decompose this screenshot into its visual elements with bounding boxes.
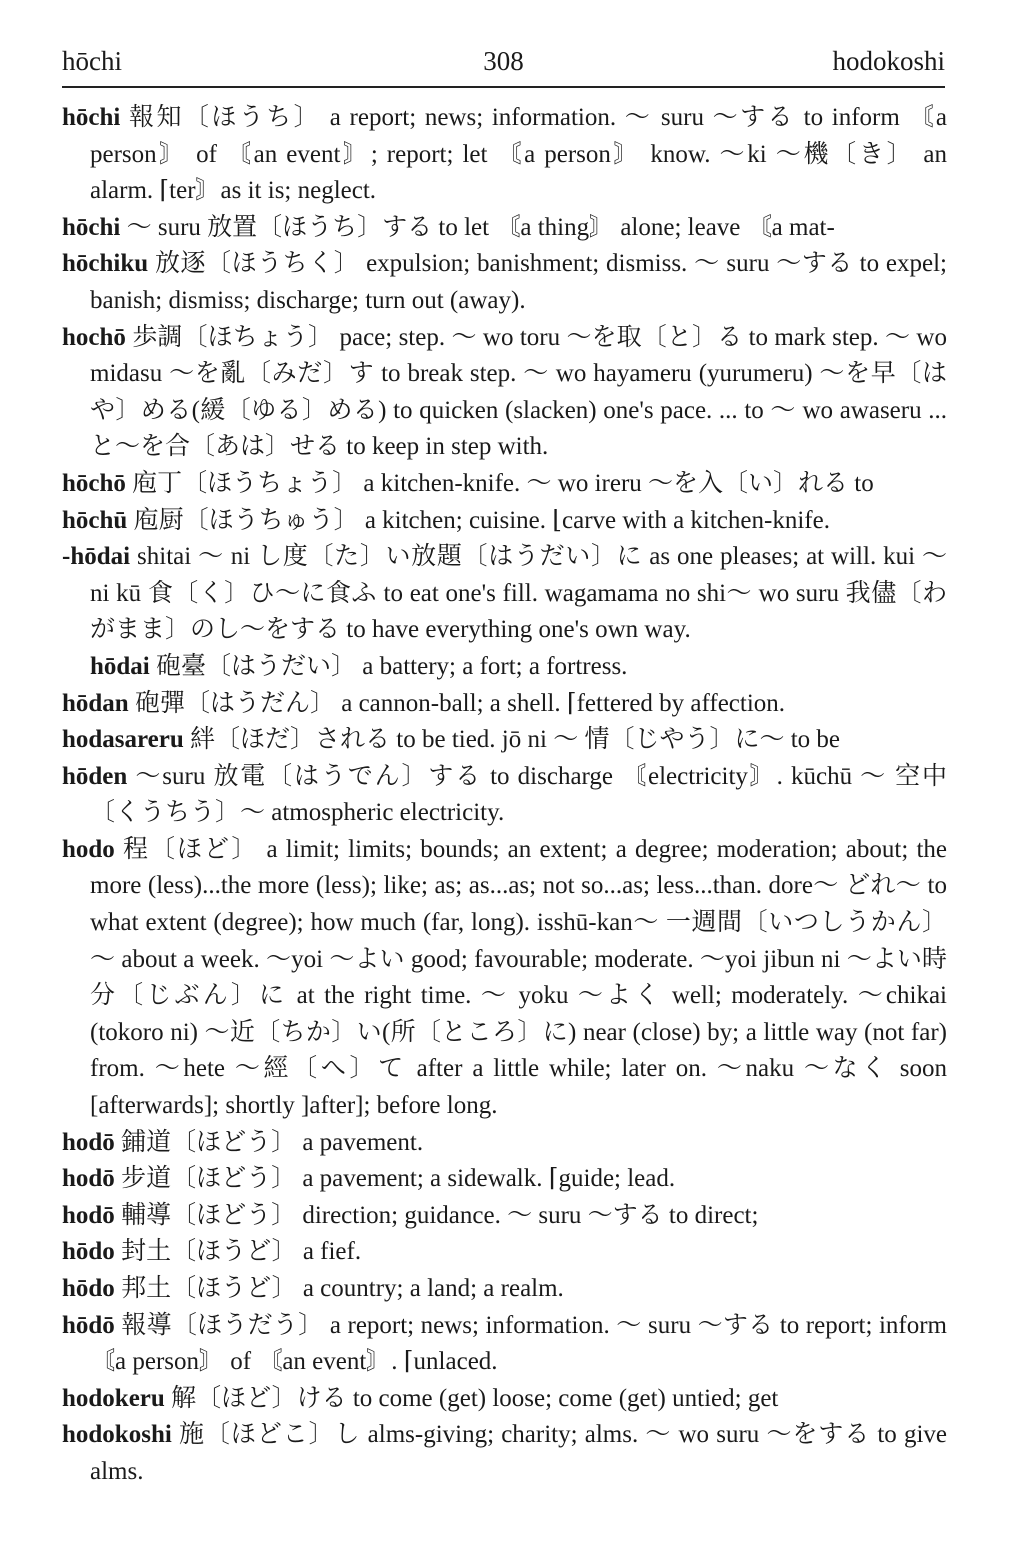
entry-headword: hodo — [62, 835, 115, 863]
dictionary-entry — [62, 759, 947, 832]
entry-headword: hōdan — [62, 689, 129, 717]
dictionary-entry — [62, 1161, 947, 1198]
entry-headword: hōchi — [62, 104, 121, 131]
entry-headword: hōdo — [62, 1238, 115, 1266]
entry-headword: hōdo — [62, 1275, 115, 1302]
dictionary-entry — [62, 320, 947, 466]
entry-headword: hōdai — [90, 652, 150, 680]
entry-headword: hōchi — [62, 213, 121, 241]
entry-headword: hōchō — [62, 469, 126, 497]
entry-definition: ～ suru 放置〔ほうち〕する to let 〘a thing〙 alone; leave 〘a mat- — [126, 213, 835, 241]
dictionary-entry — [62, 1308, 947, 1381]
entry-headword: hodokoshi — [62, 1421, 172, 1449]
entry-definition: 報導〔ほうだう〕 a report; news; information. ～ suru ～する to report; inform 〘a person〙 of 〘an event〙. ⌈unlaced. — [90, 1311, 947, 1376]
dictionary-entry — [62, 1125, 947, 1162]
dictionary-entry — [62, 686, 947, 723]
entry-headword: hōchū — [62, 506, 128, 534]
dictionary-subentry — [62, 649, 947, 686]
entry-headword: hodokeru — [62, 1384, 165, 1412]
entry-definition: 放逐〔ほうちく〕 expulsion; banishment; dismiss. ～ suru ～する to expel; banish; dismiss; discharge; turn out (away). — [90, 250, 947, 314]
entry-definition: ～suru 放電〔はうでん〕する to discharge 〘electricity〙. kūchū ～ 空中〔くうちう〕～ atmospheric electricity. — [90, 762, 948, 827]
entry-headword: hōdō — [62, 1311, 115, 1339]
dictionary-entry — [62, 1234, 947, 1271]
entry-definition: 庖丁〔ほうちょう〕 a kitchen-knife. ～ wo ireru ～を入〔い〕れる to — [132, 469, 874, 497]
dictionary-entry — [62, 1271, 947, 1308]
entry-definition: 封土〔ほうど〕 a fief. — [121, 1238, 362, 1266]
entry-definition: 解〔ほど〕ける to come (get) loose; come (get) untied; get — [171, 1384, 779, 1412]
dictionary-entry — [62, 1198, 947, 1235]
entry-headword: hodō — [62, 1128, 115, 1156]
entry-headword: hodō — [62, 1201, 115, 1229]
entry-definition: 絆〔ほだ〕される to be tied. jō ni ～ 情〔じやう〕に～ to be — [190, 726, 840, 754]
dictionary-entry — [62, 466, 947, 503]
entry-definition: 鋪道〔ほどう〕 a pavement. — [121, 1128, 424, 1156]
entry-headword: hodō — [62, 1165, 115, 1193]
header-right-guide-word: hodokoshi — [832, 46, 945, 76]
entry-definition: 步道〔ほどう〕 a pavement; a sidewalk. ⌈guide; lead. — [121, 1165, 676, 1193]
entry-headword: hōden — [62, 762, 128, 790]
entry-definition: 砲彈〔はうだん〕 a cannon-ball; a shell. ⌈fettered by affection. — [134, 689, 786, 717]
dictionary-entry — [62, 722, 947, 759]
entry-definition: 輔導〔ほどう〕 direction; guidance. ～ suru ～する to direct; — [121, 1201, 759, 1229]
entry-definition: 庖厨〔ほうちゅう〕 a kitchen; cuisine. ⌊carve with a kitchen-knife. — [133, 506, 830, 534]
dictionary-entry — [62, 100, 947, 210]
entry-definition: shitai ～ ni し度〔た〕い放題〔はうだい〕に as one pleases; at will. kui ～ ni kū 食〔く〕ひ～に食ふ to eat one's fill. wagamama no shi～ wo suru 我儘〔わがまま〕のし～をする to have everything one's own way. — [90, 543, 947, 644]
entry-definition: 邦土〔ほうど〕 a country; a land; a realm. — [121, 1275, 564, 1302]
dictionary-entry — [62, 832, 947, 1125]
entry-headword: hochō — [62, 323, 126, 351]
entry-definition: 報知〔ほうち〕 a report; news; information. ～ suru ～する to inform 〘a person〙 of 〘an event〙; report; let 〘a person〙 know. ～ki ～機〔き〕 an alarm. ⌈ter〙as it is; neglect. — [90, 104, 948, 205]
dictionary-entry — [62, 210, 947, 247]
dictionary-entry — [62, 1417, 947, 1490]
page-number: 308 — [483, 46, 524, 76]
entry-headword: hodasareru — [62, 726, 184, 754]
entry-headword: -hōdai — [62, 543, 131, 571]
page-header — [62, 42, 945, 88]
dictionary-entries — [62, 100, 947, 1491]
dictionary-entry — [62, 246, 947, 319]
dictionary-entry — [62, 539, 947, 649]
entry-definition: 施〔ほどこ〕し alms-giving; charity; alms. ～ wo suru ～をする to give alms. — [90, 1421, 947, 1485]
header-left-guide-word: hōchi — [62, 46, 122, 76]
entry-definition: 程〔ほど〕 a limit; limits; bounds; an extent; a degree; moderation; about; the more (less)...the more (less); like; as; as...as; not so...as; less...than. dore～ どれ～ to what extent (degree); how much (far, long). isshū-kan～ 一週間〔いつしうかん〕～ about a week. ～yoi ～よい good; favourable; moderate. ～yoi jibun ni ～よい時分〔じぶん〕に at the right time. ～ yoku ～よく well; moderately. ～chikai (tokoro ni) ～近〔ちか〕い(所〔ところ〕に) near (close) by; a little way (not far) from. ～hete ～經〔へ〕て after a little while; later on. ～naku ～なく soon [afterwards]; shortly ]after]; before long. — [90, 835, 948, 1120]
dictionary-entry — [62, 1381, 947, 1418]
entry-headword: hōchiku — [62, 250, 149, 278]
entry-definition: 砲臺〔はうだい〕 a battery; a fort; a fortress. — [156, 652, 628, 680]
entry-definition: 歩調〔ほちょう〕 pace; step. ～ wo toru ～を取〔と〕る to mark step. ～ wo midasu ～を亂〔みだ〕す to break step. ～ wo hayameru (yurumeru) ～を早〔はや〕める(緩〔ゆる〕める) to quicken (slacken) one's pace. ... to ～ wo awaseru ...と～を合〔あは〕せる to keep in step with. — [90, 323, 947, 461]
dictionary-entry — [62, 503, 947, 540]
